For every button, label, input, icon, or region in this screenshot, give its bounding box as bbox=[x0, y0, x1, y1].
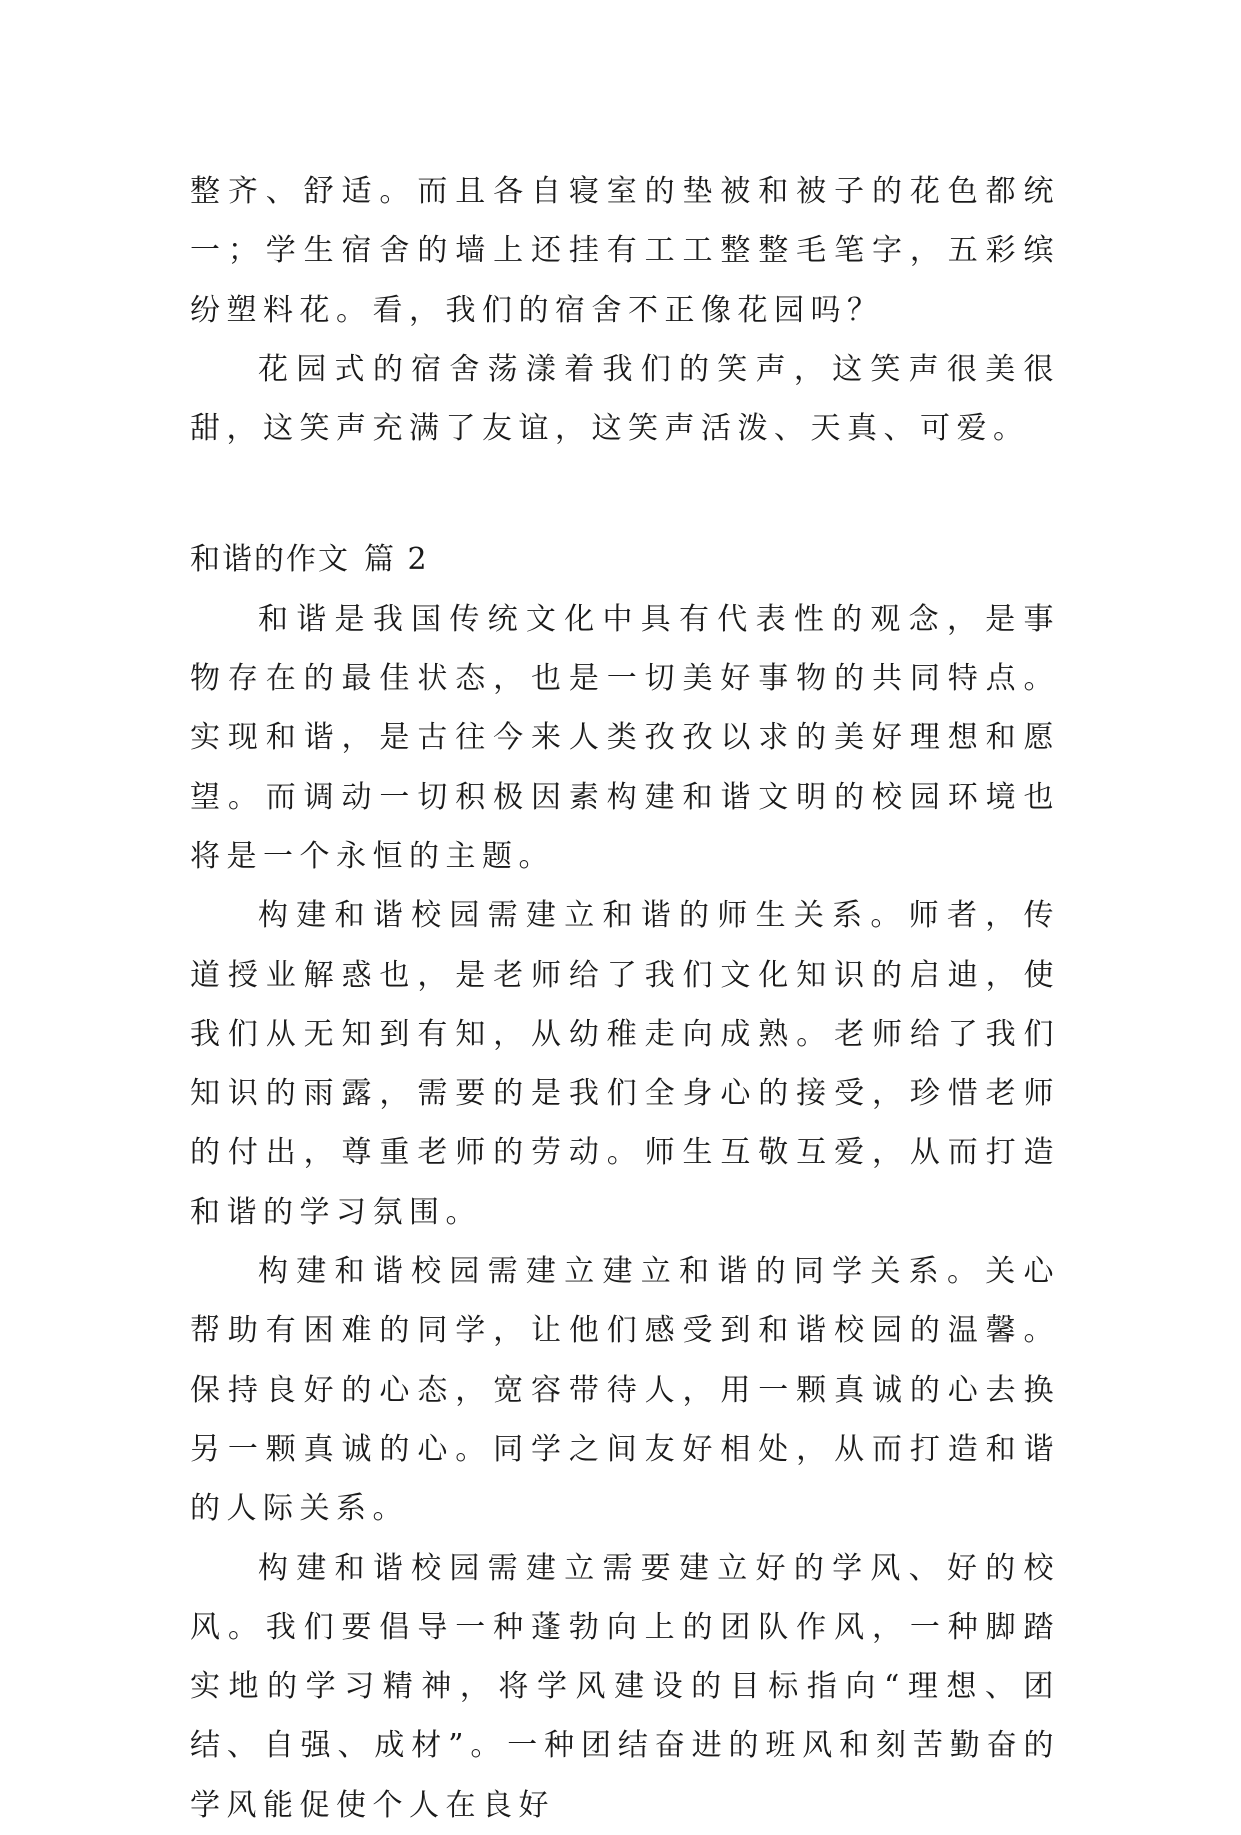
paragraph: 构建和谐校园需建立建立和谐的同学关系。关心帮助有困难的同学，让他们感受到和谐校园的温馨。保持良好的心态，宽容带待人，用一颗真诚的心去换另一颗真诚的心。同学之间友好相处，从而打造和谐的人际关系。 bbox=[190, 1254, 1060, 1527]
paragraph-continuation: 整齐、舒适。而且各自寝室的垫被和被子的花色都统一；学生宿舍的墙上还挂有工工整整毛笔字，五彩缤纷塑料花。看，我们的宿舍不正像花园吗？ bbox=[190, 174, 1060, 328]
section-title: 和谐的作文 bbox=[190, 542, 350, 578]
section-heading bbox=[190, 530, 1060, 589]
section-number: 篇 2 bbox=[364, 542, 429, 578]
paragraph: 花园式的宿舍荡漾着我们的笑声，这笑声很美很甜，这笑声充满了友谊，这笑声活泼、天真、可爱。 bbox=[190, 351, 1060, 447]
paragraph: 构建和谐校园需建立需要建立好的学风、好的校风。我们要倡导一种蓬勃向上的团队作风，一种脚踏实地的学习精神，将学风建设的目标指向“理想、团结、自强、成材”。一种团结奋进的班风和刻苦勤奋的学风能促使个人在良好 bbox=[190, 1550, 1060, 1823]
paragraph: 和谐是我国传统文化中具有代表性的观念，是事物存在的最佳状态，也是一切美好事物的共同特点。实现和谐，是古往今来人类孜孜以求的美好理想和愿望。而调动一切积极因素构建和谐文明的校园环境也将是一个永恒的主题。 bbox=[190, 601, 1060, 874]
document-body bbox=[190, 162, 1060, 1835]
paragraph: 构建和谐校园需建立和谐的师生关系。师者，传道授业解惑也，是老师给了我们文化知识的启迪，使我们从无知到有知，从幼稚走向成熟。老师给了我们知识的雨露，需要的是我们全身心的接受，珍惜老师的付出，尊重老师的劳动。师生互敬互爱，从而打造和谐的学习氛围。 bbox=[190, 898, 1060, 1230]
